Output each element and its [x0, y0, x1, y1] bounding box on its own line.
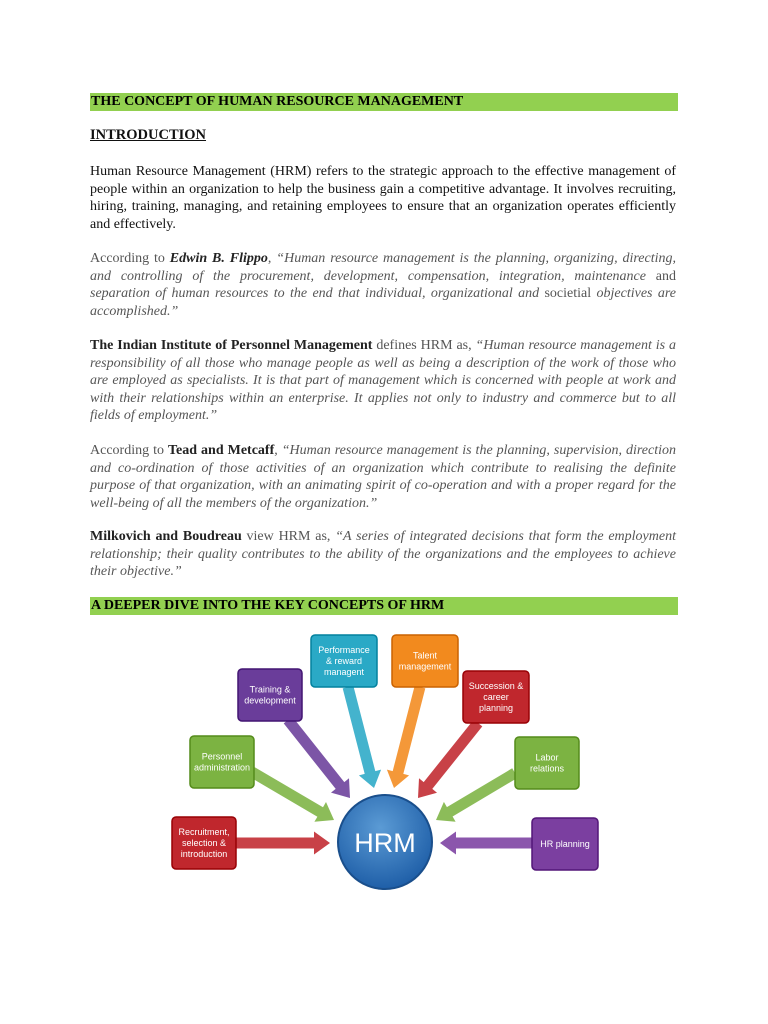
arrow-labor: [436, 768, 518, 821]
concept-label-labor-1: relations: [529, 763, 565, 774]
concept-label-labor-0: Labor: [535, 752, 559, 763]
concept-box-talent: [392, 635, 458, 687]
concept-label-performance-0: Performance: [318, 645, 370, 655]
concept-label-recruitment-1: selection &: [181, 838, 227, 848]
hrm-center-circle: [338, 795, 432, 889]
tead-definition: [90, 442, 676, 512]
flippo-sep: ,: [267, 251, 277, 266]
flippo-and: and: [645, 268, 676, 284]
milkovich-name: Milkovich and Boudreau: [90, 529, 242, 544]
flippo-name: Edwin B. Flippo: [169, 251, 268, 266]
concept-label-succession-2: planning: [478, 703, 514, 713]
concept-box-performance: [311, 635, 377, 687]
arrow-talent: [387, 686, 425, 788]
arrow-recruitment: [236, 832, 330, 855]
concept-label-training-0: Training &: [249, 684, 291, 695]
arrow-performance: [343, 686, 381, 788]
iipm-name: The Indian Institute of Personnel Management: [90, 338, 373, 353]
tead-name: Tead and Metcaff: [167, 443, 275, 458]
concept-label-performance-1: & reward: [325, 656, 363, 666]
introduction-heading: INTRODUCTION: [90, 127, 207, 143]
section-heading-concept: THE CONCEPT OF HUMAN RESOURCE MANAGEMENT: [90, 93, 678, 111]
concept-label-personnel-1: administration: [193, 762, 251, 773]
intro-paragraph: Human Resource Management (HRM) refers to the strategic approach to the effective management of people within an organization to help the business gain a competitive advantage. It involves recruiting, hiring, training, managing, and retaining employees to ensure that an organization operates efficiently and effectively.: [90, 164, 676, 232]
concept-label-performance-2: managent: [323, 667, 365, 677]
milkovich-quote: “A series of integrated decisions that form the employment relationship; their quality contributes to the ability of the organizations and the employees to achieve their objective.”: [90, 529, 676, 580]
flippo-quote-part3: objectives are accomplished.”: [90, 286, 676, 319]
arrow-training: [284, 717, 350, 798]
milkovich-mid: view HRM as,: [241, 529, 336, 544]
concept-label-personnel-0: Personnel: [201, 751, 243, 762]
concept-box-labor: [515, 737, 579, 789]
arrow-personnel: [249, 767, 334, 822]
iipm-quote: “Human resource management is a responsibility of all those who manage people as well as being a description of the work of those who are employed as specialists. It is that part of management which is concerned with people at work and with their relationships within an enterprise. It applies not only to industry and commerce but to all fields of employment.”: [90, 338, 676, 424]
flippo-quote-part1: “Human resource management is the planning, organizing, directing, and controlling of the procurement, development, compensation, integration, maintenance: [90, 251, 676, 284]
flippo-lead: According to: [90, 251, 170, 266]
arrow-succession: [418, 720, 482, 798]
flippo-definition: [90, 250, 676, 320]
concept-label-succession-1: career: [483, 692, 509, 702]
milkovich-definition: [90, 528, 676, 581]
concept-label-recruitment-2: introduction: [180, 849, 228, 859]
concept-label-succession-0: Succession &: [468, 681, 524, 691]
hrm-concepts-diagram: [0, 620, 768, 910]
iipm-mid: defines HRM as,: [372, 338, 476, 353]
concept-label-recruitment-0: Recruitment,: [178, 827, 230, 837]
tead-quote: “Human resource management is the planning, supervision, direction and co-ordination of those activities of an organization which contribute to realising the definite purpose of that organization, with an animating spirit of co-operation and with a proper regard for the well-being of all the members of the organization.”: [90, 443, 676, 511]
flippo-quote-part2: separation of human resources to the end that individual, organizational and: [90, 286, 540, 302]
tead-sep: ,: [274, 443, 282, 458]
iipm-definition: [90, 337, 676, 425]
section-heading-key-concepts: A DEEPER DIVE INTO THE KEY CONCEPTS OF HRM: [90, 597, 678, 615]
concept-label-training-1: development: [244, 695, 296, 706]
concept-label-talent-0: Talent: [412, 650, 438, 661]
arrow-hrplanning: [440, 832, 532, 855]
flippo-societal: societial: [539, 286, 597, 302]
concept-box-succession: [463, 671, 529, 723]
concept-label-hrplanning-0: HR planning: [540, 839, 590, 849]
concept-box-hrplanning: [532, 818, 598, 870]
concept-box-training: [238, 669, 302, 721]
hrm-center-label: HRM: [354, 828, 416, 858]
concept-box-recruitment: [172, 817, 236, 869]
concept-box-personnel: [190, 736, 254, 788]
tead-lead: According to: [90, 443, 168, 458]
concept-label-talent-1: management: [398, 661, 452, 672]
